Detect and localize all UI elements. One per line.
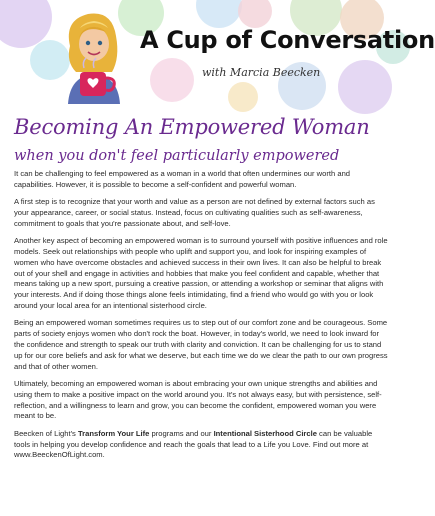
brand-subtitle: with Marcia Beecken (202, 66, 321, 79)
article-title: Becoming An Empowered Woman (14, 115, 370, 139)
brand-title: A Cup of Conversation (140, 26, 435, 54)
p6-text-e: can be valuable tools in helping you develop confidence and reach the goals that lead to a Life you Love. Find out more at www.BeeckenOfLight.com. (14, 428, 373, 460)
avatar (54, 6, 134, 104)
article-body (14, 169, 388, 468)
header-banner (0, 0, 435, 106)
paragraph-2: A first step is to recognize that your worth and value as a person are not defined by external factors such as your appearance, career, or social status. Instead, focus on cultivating qualities such as self-awareness, commitment to goals that you're passionate about, and self-love. (14, 197, 375, 228)
paragraph-4: Being an empowered woman sometimes requires us to step out of our comfort zone and be courageous. Some parts of society enjoys women who don't rock the boat. However, in today's world, we need to look inward for the confidence and strength to speak our truth with clarity and conviction. It can be challenging for us to stand up for our core beliefs and ask for what we deserve, but each time we do we clear the path to our own progress and that of other women. (14, 318, 388, 371)
paragraph-3: Another key aspect of becoming an empowered woman is to surround yourself with positive influences and role models. Seek out relationships with people who uplift and support you, and look for inspiring examples of women who have overcome obstacles and achieved success in their own lives. It can also be helpful to break out of your shell and engage in activities and hobbies that make you feel confident and capable, whether that means taking up a new sport, pursuing a creative passion, or attending a workshop or seminar that aligns with your interests. And if doing those things alone feels intimidating, find a friend who would go with you or look around your local area for an intentional sisterhood circle. (14, 236, 388, 310)
program-name: Transform Your Life (77, 428, 150, 438)
paragraph-5: Ultimately, becoming an empowered woman is about embracing your own unique strengths and abilities and using them to make a positive impact on the world around you. It's not always easy, but with persistence, self-reflection, and a willingness to learn and grow, you can become the confident, empowered woman you were meant to be. (14, 378, 382, 421)
p6-text-c: programs and our (149, 428, 214, 438)
circle-name: Intentional Sisterhood Circle (213, 428, 317, 438)
paragraph-6 (14, 429, 388, 461)
p6-text-a: Beecken of Light's (14, 428, 78, 438)
article-subtitle: when you don't feel particularly empowered (14, 148, 340, 164)
paragraph-1: It can be challenging to feel empowered as a woman in a world that often undermines our worth and capabilities. However, it is possible to become a self-confident and powerful woman. (14, 169, 351, 189)
